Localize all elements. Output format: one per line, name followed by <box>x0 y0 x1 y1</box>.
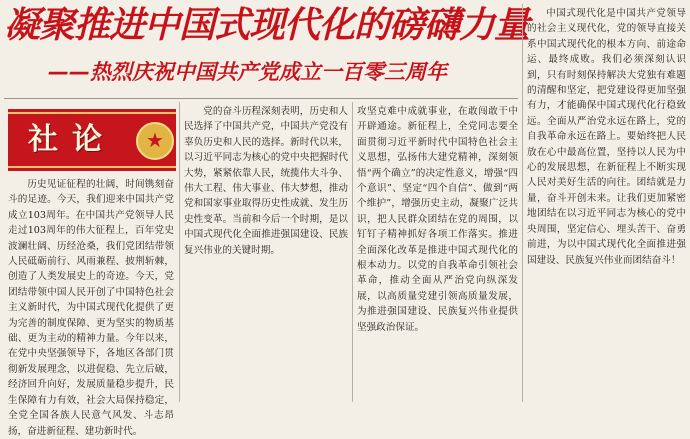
subheadline: ——热烈庆祝中国共产党成立一百零三周年 <box>48 60 447 84</box>
editorial-label: 社论 <box>28 122 116 157</box>
headline-rule <box>4 98 518 99</box>
logo-stripe <box>8 112 176 114</box>
editorial-logo <box>8 109 176 171</box>
star-icon: ★ <box>146 128 164 152</box>
column-divider <box>522 4 523 402</box>
article-paragraph: 中国式现代化是中国共产党领导的社会主义现代化，党的领导直接关系中国式现代化的根本方向、前途命运、最终成败。我们必须深刻认识到，只有时刻保持解决大党独有难题的清醒和坚定，把党建设得更加坚强有力，才能确保中国式现代化行稳致远。全面从严治党永远在路上，党的自我革命永远在路上。要始终把人民放在心中最高位置，坚持以人民为中心的发展思想，在新征程上不断实现人民对美好生活的向往。团结就是力量，奋斗开创未来。让我们更加紧密地团结在以习近平同志为核心的党中央周围，坚定信心、埋头苦干、奋勇前进，为以中国式现代化全面推进强国建设、民族复兴伟业而团结奋斗！ <box>527 8 686 266</box>
column-divider <box>352 102 353 402</box>
party-emblem-icon <box>136 122 174 160</box>
article-paragraph: 党的奋斗历程深刻表明，历史和人民选择了中国共产党，中国共产党没有辜负历史和人民的选择。新时代以来，以习近平同志为核心的党中央把握时代大势，紧紧依靠人民，统揽伟大斗争、伟大工程、伟大事业、伟大梦想，推动党和国家事业取得历史性成就、发生历史性变革。当前和今后一个时期，是以中国式现代化全面推进强国建设、民族复兴伟业的关键时期。 <box>184 106 348 256</box>
column-divider <box>179 102 180 402</box>
headline: 凝聚推进中国式现代化的磅礴力量 <box>4 5 530 46</box>
logo-stripe <box>8 166 176 168</box>
article-paragraph: 历史见证征程的壮阔，时间镌刻奋斗的足迹。今天，我们迎来中国共产党成立103周年。在中国共产党领导人民走过103周年的伟大征程上，百年党史波澜壮阔、历经沧桑，我们党团结带领人民砥砺前行、风雨兼程、披荆斩棘，创造了人类发展史上的奇迹。今天，党团结带领中国人民开创了中国特色社会主义新时代，为中国式现代化提供了更为完善的制度保障、更为坚实的物质基础、更为主动的精神力量。今年以来，在党中央坚强领导下，各地区各部门贯彻新发展理念，以进促稳、先立后破，经济回升向好，发展质量稳步提升，民生保障有力有效，社会大局保持稳定，全党全国各族人民意气风发、斗志昂扬，奋进新征程、建功新时代。 <box>8 179 174 437</box>
article-paragraph: 攻坚克难中成就事业，在敢闯敢干中开辟通途。新征程上，全党同志要全面贯彻习近平新时代中国特色社会主义思想，弘扬伟大建党精神，深刻领悟“两个确立”的决定性意义，增强“四个意识”、坚定“四个自信”、做到“两个维护”，增强历史主动，凝聚广泛共识，把人民群众团结在党的周围，以钉钉子精神抓好各项工作落实。推进全面深化改革是推进中国式现代化的根本动力。以党的自我革命引领社会革命，推动全面从严治党向纵深发展，以高质量党建引领高质量发展，为推进强国建设、民族复兴伟业提供坚强政治保证。 <box>357 106 518 333</box>
